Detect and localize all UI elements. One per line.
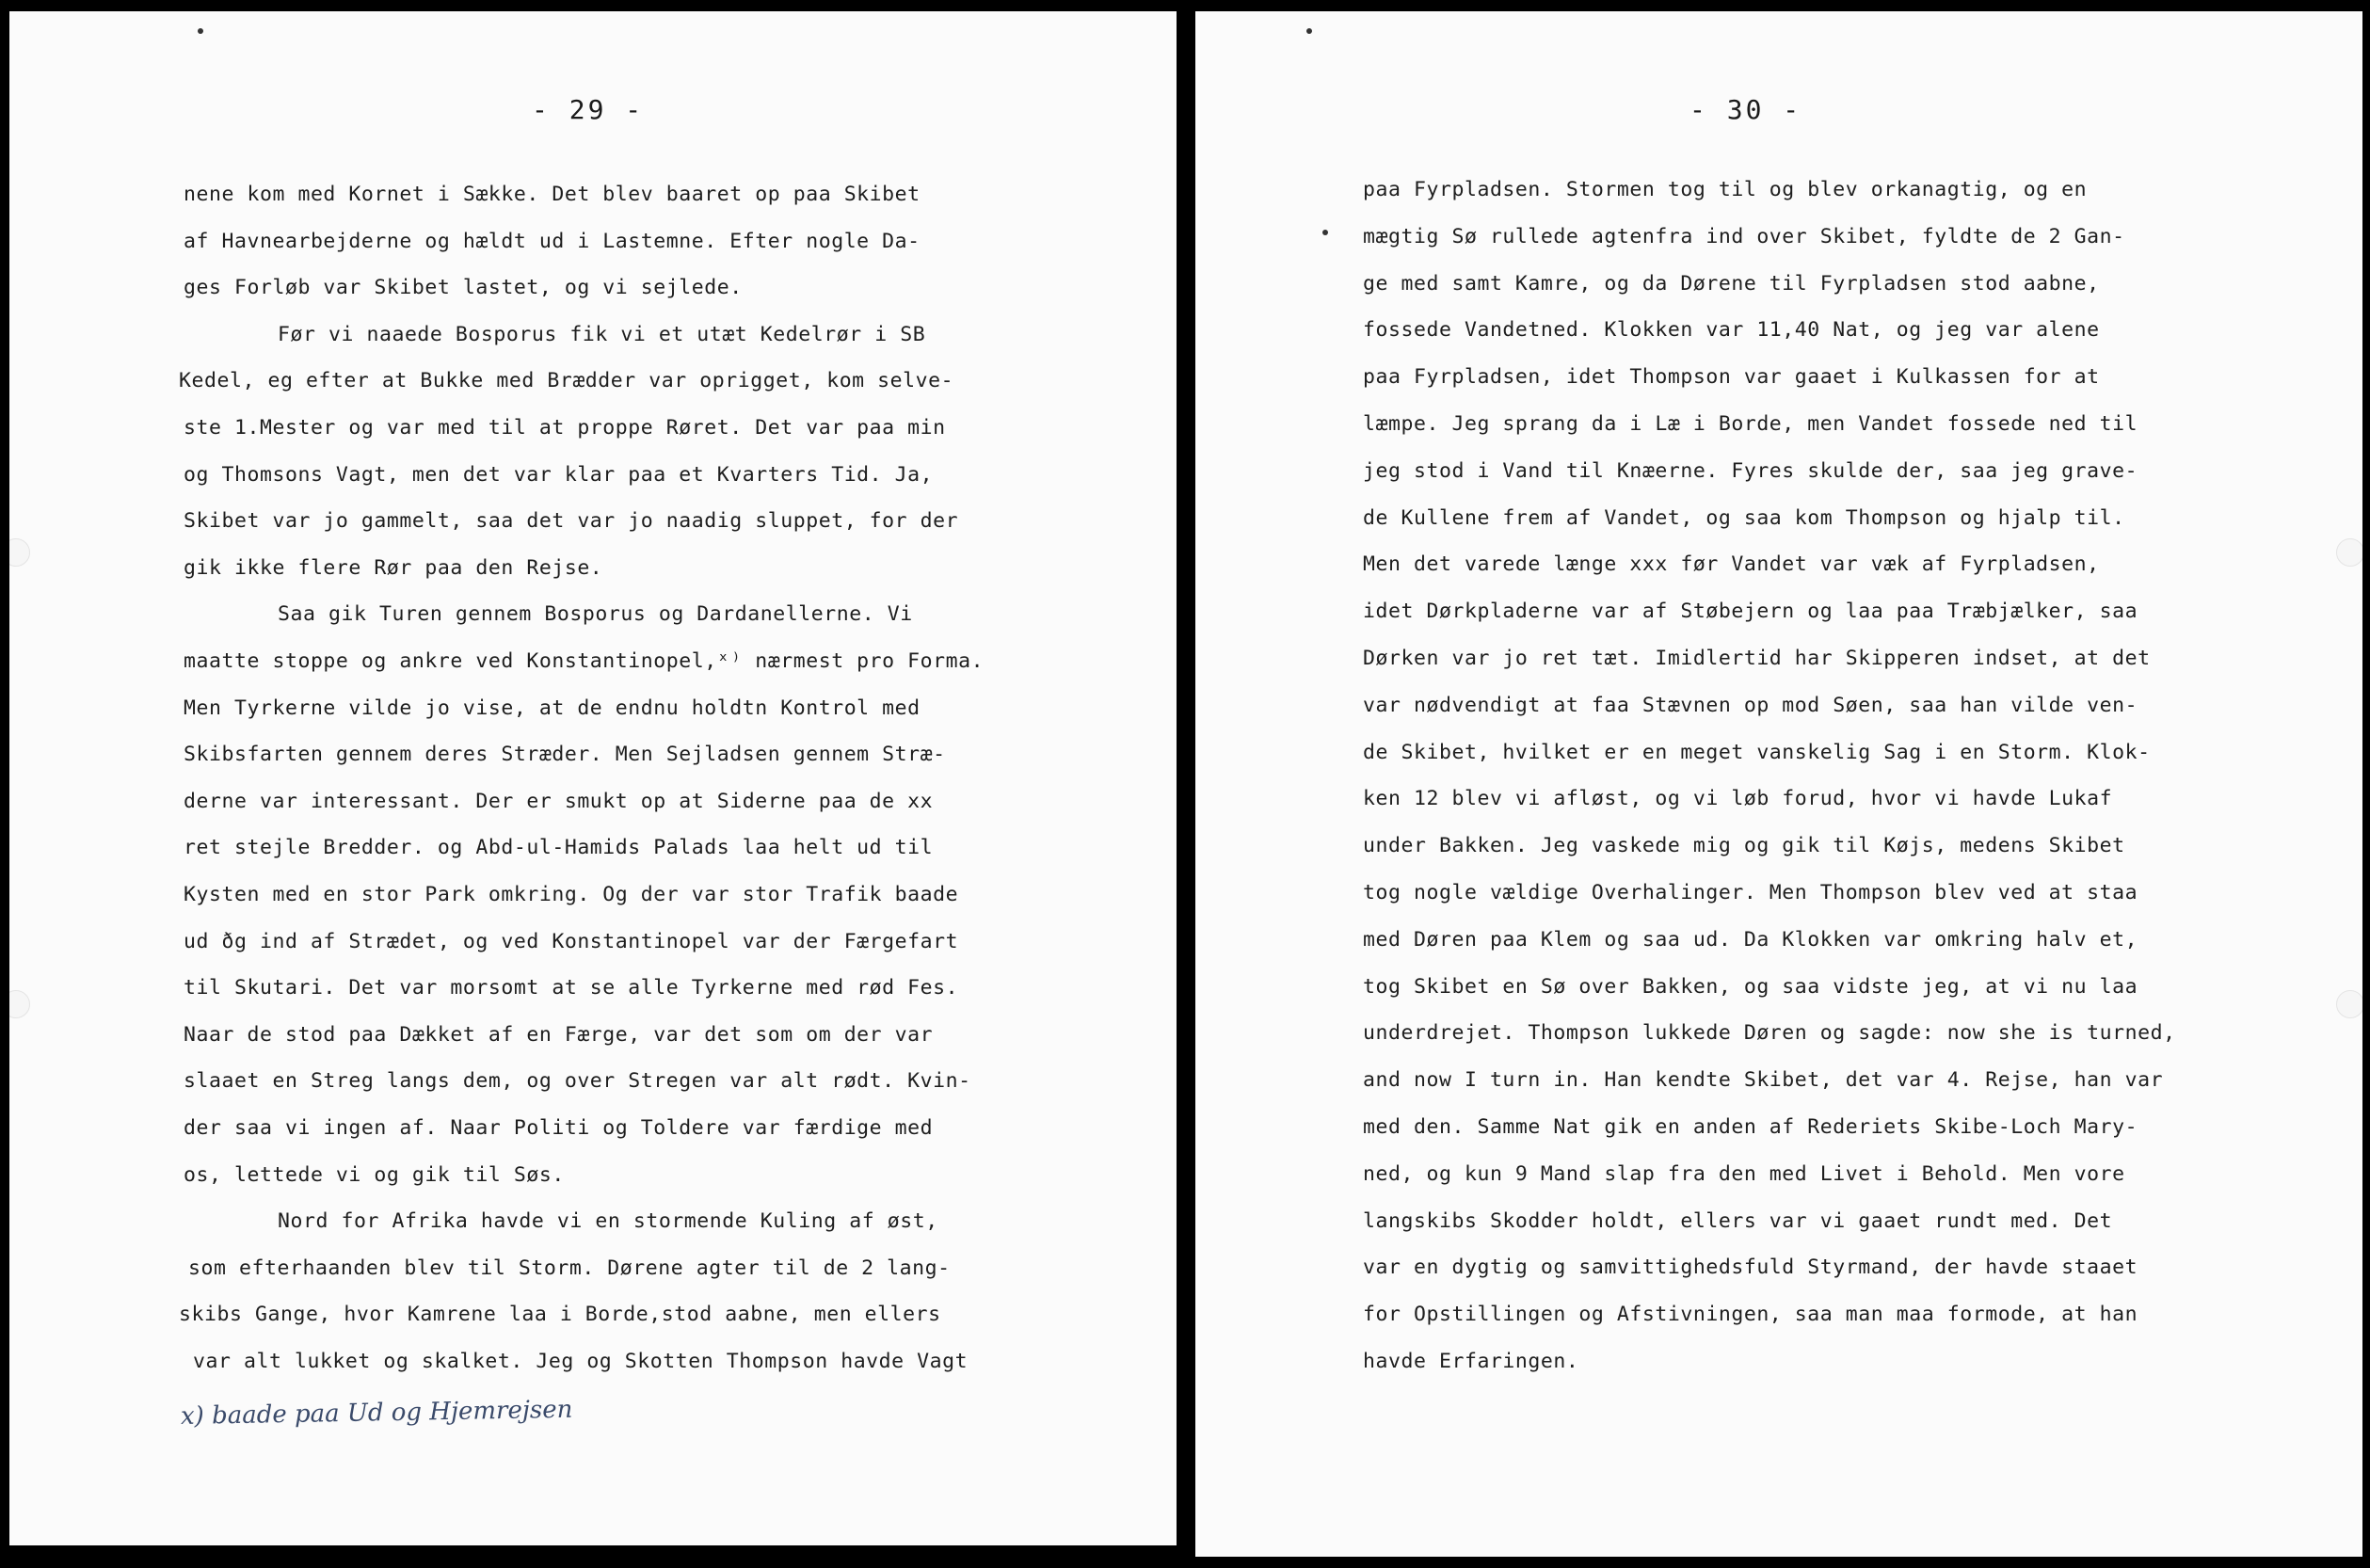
text-line: Naar de stod paa Dækket af en Færge, var det som om der var (184, 1023, 934, 1047)
text-line: Saa gik Turen gennem Bosporus og Dardanellerne. Vi (278, 602, 913, 626)
text-line: ud ðg ind af Strædet, og ved Konstantinopel var der Færgefart (184, 930, 959, 953)
text-line: Men Tyrkerne vilde jo vise, at de endnu holdtn Kontrol med (184, 696, 921, 720)
margin-dot (1322, 230, 1328, 235)
text-line: Kysten med en stor Park omkring. Og der var stor Trafik baade (184, 883, 959, 906)
text-line: de Skibet, hvilket er en meget vanskelig Sag i en Storm. Klok- (1363, 741, 2151, 764)
text-line: der saa vi ingen af. Naar Politi og Toldere var færdige med (184, 1116, 934, 1140)
speck-mark (198, 28, 203, 34)
text-line: ret stejle Bredder. og Abd-ul-Hamids Palads laa helt ud til (184, 836, 934, 859)
text-line: under Bakken. Jeg vaskede mig og gik til Køjs, medens Skibet (1363, 834, 2125, 857)
page-number: - 29 - (532, 94, 645, 125)
text-line: havde Erfaringen. (1363, 1350, 1579, 1373)
text-line: var alt lukket og skalket. Jeg og Skotten Thompson havde Vagt (193, 1350, 969, 1373)
text-line: paa Fyrpladsen. Stormen tog til og blev orkanagtig, og en (1363, 178, 2088, 201)
punch-hole-mark (2336, 538, 2362, 567)
text-line: tog Skibet en Sø over Bakken, og saa vidste jeg, at vi nu laa (1363, 975, 2138, 999)
text-line: de Kullene frem af Vandet, og saa kom Thompson og hjalp til. (1363, 506, 2125, 530)
punch-hole-mark (9, 990, 30, 1018)
text-line: ges Forløb var Skibet lastet, og vi sejlede. (184, 276, 743, 299)
text-line: var en dygtig og samvittighedsfuld Styrmand, der havde staaet (1363, 1256, 2138, 1279)
text-line: Dørken var jo ret tæt. Imidlertid har Skipperen indset, at det (1363, 647, 2151, 670)
text-line: ste 1.Mester og var med til at proppe Røret. Det var paa min (184, 416, 946, 440)
text-line: læmpe. Jeg sprang da i Læ i Borde, men Vandet fossede ned til (1363, 412, 2138, 436)
text-line: mægtig Sø rullede agtenfra ind over Skibet, fyldte de 2 Gan- (1363, 225, 2125, 248)
text-line: and now I turn in. Han kendte Skibet, det var 4. Rejse, han var (1363, 1068, 2164, 1092)
text-line: nene kom med Kornet i Sække. Det blev baaret op paa Skibet (184, 183, 921, 206)
text-line: til Skutari. Det var morsomt at se alle Tyrkerne med rød Fes. (184, 976, 959, 1000)
punch-hole-mark (9, 538, 30, 567)
text-line: ned, og kun 9 Mand slap fra den med Livet i Behold. Men vore (1363, 1162, 2125, 1186)
text-line: Skibsfarten gennem deres Stræder. Men Sejladsen gennem Stræ- (184, 743, 946, 766)
text-line: langskibs Skodder holdt, ellers var vi gaaet rundt med. Det (1363, 1209, 2113, 1233)
text-line: jeg stod i Vand til Knæerne. Fyres skulde der, saa jeg grave- (1363, 459, 2138, 483)
text-line: gik ikke flere Rør paa den Rejse. (184, 556, 603, 580)
punch-hole-mark (2336, 990, 2362, 1018)
text-line: underdrejet. Thompson lukkede Døren og sagde: now she is turned, (1363, 1021, 2176, 1045)
text-line: tog nogle vældige Overhalinger. Men Thompson blev ved at staa (1363, 881, 2138, 904)
text-line: Kedel, eg efter at Bukke med Brædder var oprigget, kom selve- (179, 369, 954, 392)
handwritten-footnote: x) baade paa Ud og Hjemrejsen (180, 1395, 573, 1431)
text-line: os, lettede vi og gik til Søs. (184, 1163, 565, 1187)
text-line: slaaet en Streg langs dem, og over Stregen var alt rødt. Kvin- (184, 1069, 971, 1093)
page-number: - 30 - (1689, 94, 1802, 125)
text-line: ken 12 blev vi afløst, og vi løb forud, hvor vi havde Lukaf (1363, 787, 2113, 810)
text-line: som efterhaanden blev til Storm. Dørene agter til de 2 lang- (188, 1256, 951, 1280)
speck-mark (1306, 28, 1312, 34)
text-line: paa Fyrpladsen, idet Thompson var gaaet i Kulkassen for at (1363, 365, 2100, 389)
text-line: Skibet var jo gammelt, saa det var jo naadig sluppet, for der (184, 509, 959, 533)
text-line: ge med samt Kamre, og da Dørene til Fyrpladsen stod aabne, (1363, 272, 2100, 296)
text-line: med den. Samme Nat gik en anden af Rederiets Skibe-Loch Mary- (1363, 1115, 2138, 1139)
text-line: maatte stoppe og ankre ved Konstantinopel,ˣ⁾ nærmest pro Forma. (184, 649, 985, 673)
text-line: af Havnearbejderne og hældt ud i Lastemne. Efter nogle Da- (184, 230, 921, 253)
text-line: idet Dørkpladerne var af Støbejern og laa paa Træbjælker, saa (1363, 600, 2138, 623)
text-line: med Døren paa Klem og saa ud. Da Klokken var omkring halv et, (1363, 928, 2138, 952)
text-line: var nødvendigt at faa Stævnen op mod Søen, saa han vilde ven- (1363, 694, 2138, 717)
text-line: Nord for Afrika havde vi en stormende Kuling af øst, (278, 1209, 938, 1233)
text-line: skibs Gange, hvor Kamrene laa i Borde,stod aabne, men ellers (179, 1303, 941, 1326)
text-line: fossede Vandetned. Klokken var 11,40 Nat, og jeg var alene (1363, 318, 2100, 342)
text-line: Før vi naaede Bosporus fik vi et utæt Kedelrør i SB (278, 323, 926, 346)
text-line: derne var interessant. Der er smukt op at Siderne paa de xx (184, 790, 934, 813)
text-line: og Thomsons Vagt, men det var klar paa et Kvarters Tid. Ja, (184, 463, 934, 487)
text-line: Men det varede længe xxx før Vandet var væk af Fyrpladsen, (1363, 552, 2100, 576)
right-page (1195, 11, 2362, 1557)
text-line: for Opstillingen og Afstivningen, saa man maa formode, at han (1363, 1303, 2138, 1326)
left-page (9, 11, 1177, 1545)
